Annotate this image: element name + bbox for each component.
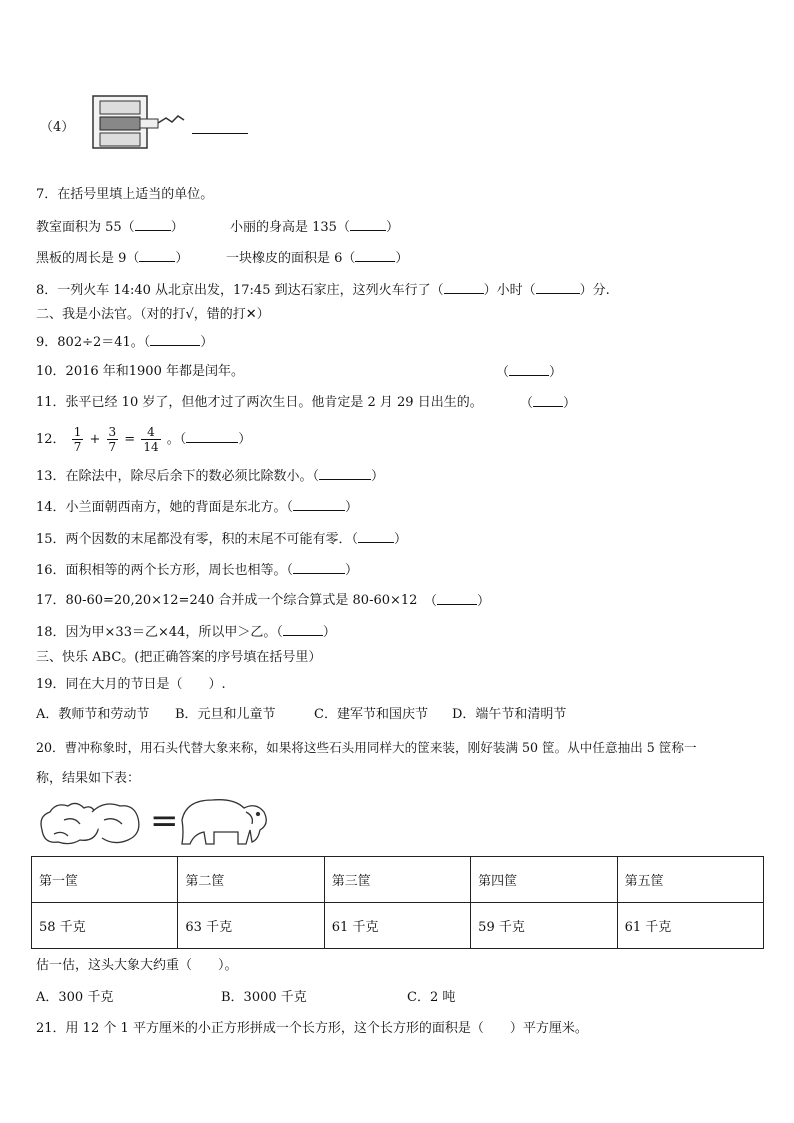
fraction-3-7: $\frac{3}{7}$ xyxy=(108,425,117,454)
section-3-heading: 三、快乐 ABC。(把正确答案的序号填在括号里） xyxy=(36,650,322,665)
table-row xyxy=(32,903,764,949)
q9-question: 9．802÷2＝41。（ ） xyxy=(36,335,214,350)
stones-pile-icon xyxy=(41,803,139,843)
table-header-cell: 第三筐 xyxy=(324,857,470,903)
q19-option-b: B．元旦和儿童节 xyxy=(175,707,276,722)
q4-label: （4） xyxy=(40,120,75,135)
q20-stem-line1: 20．曹冲称象时，用石头代替大象来称，如果将这些石头用同样大的筐来装，刚好装满 50 筐。从中任意抽出 5 筐称一 xyxy=(36,740,697,755)
q7-title: 7．在括号里填上适当的单位。 xyxy=(36,187,214,202)
section-2-heading: 二、我是小法官。（对的打√，错的打✕） xyxy=(36,307,270,322)
elephant-icon xyxy=(182,800,266,844)
basket-weights-table xyxy=(31,856,764,949)
table-header-row xyxy=(32,857,764,903)
table-header-cell: 第四筐 xyxy=(471,857,617,903)
q19-option-d: D．端午节和清明节 xyxy=(452,707,567,722)
q21-question: 21．用 12 个 1 平方厘米的小正方形拼成一个长方形，这个长方形的面积是（ ）平方厘米。 xyxy=(36,1021,588,1036)
q10-answer: （ ） xyxy=(496,365,563,380)
q17-question: 17．80-60=20,20×12=240 合并成一个综合算式是 80-60×12 xyxy=(36,593,418,608)
q4-answer-line xyxy=(192,133,248,134)
table-header-cell: 第一筐 xyxy=(32,857,178,903)
q20-option-b: B．3000 千克 xyxy=(221,990,307,1005)
q19-option-c: C．建军节和国庆节 xyxy=(314,707,428,722)
table-cell: 59 千克 xyxy=(471,903,617,949)
table-header-cell: 第二筐 xyxy=(178,857,324,903)
q20-estimate: 估一估，这头大象大约重（ ）。 xyxy=(36,958,238,973)
q11-answer: （ ） xyxy=(520,396,577,411)
q12-question: 12． $\frac{1}{7}$ + $\frac{3}{7}$ = $\frac{4}{14}$ 。（ ） xyxy=(36,425,252,454)
q15-question: 15．两个因数的末尾都没有零，积的末尾不可能有零．（ ） xyxy=(36,532,408,547)
q7-item-d: 一块橡皮的面积是 6（ ） xyxy=(226,251,409,266)
q10-question: 10．2016 年和1900 年都是闰年。 xyxy=(36,364,244,379)
q20-option-a: A．300 千克 xyxy=(36,990,114,1005)
q19-option-a: A．教师节和劳动节 xyxy=(36,707,150,722)
q19-stem: 19．同在大月的节日是（ ）. xyxy=(36,677,226,692)
q14-question: 14．小兰面朝西南方，她的背面是东北方。（ ） xyxy=(36,500,359,515)
table-cell: 61 千克 xyxy=(324,903,470,949)
svg-text:=: = xyxy=(150,801,179,841)
equals-sign xyxy=(150,801,179,841)
table-cell: 63 千克 xyxy=(178,903,324,949)
q13-question: 13．在除法中，除尽后余下的数必须比除数小。（ ） xyxy=(36,469,385,484)
q7-item-a: 教室面积为 55（ ） xyxy=(36,220,184,235)
q16-question: 16．面积相等的两个长方形，周长也相等。（ ） xyxy=(36,563,359,578)
q18-question: 18．因为甲×33＝乙×44，所以甲＞乙。（ ） xyxy=(36,625,336,640)
q20-option-c: C．2 吨 xyxy=(407,990,456,1005)
q20-stem-line2: 称，结果如下表： xyxy=(36,771,141,786)
table-cell: 58 千克 xyxy=(32,903,178,949)
q8-question: 8．一列火车 14:40 从北京出发，17:45 到达石家庄，这列火车行了（ ）小时（ ）分. xyxy=(36,283,610,298)
table-header-cell: 第五筐 xyxy=(617,857,763,903)
fraction-4-14: $\frac{4}{14}$ xyxy=(143,425,159,454)
q7-item-b: 小丽的身高是 135（ ） xyxy=(230,220,399,235)
fraction-1-7: $\frac{1}{7}$ xyxy=(73,425,82,454)
q17-answer: （ ） xyxy=(424,594,491,609)
table-cell: 61 千克 xyxy=(617,903,763,949)
q11-question: 11．张平已经 10 岁了，但他才过了两次生日。他肯定是 2 月 29 日出生的。 xyxy=(36,395,483,410)
stones-elephant-illustration xyxy=(34,790,274,852)
q7-item-c: 黑板的周长是 9（ ） xyxy=(36,251,189,266)
battery-cabinet-figure xyxy=(88,92,200,152)
